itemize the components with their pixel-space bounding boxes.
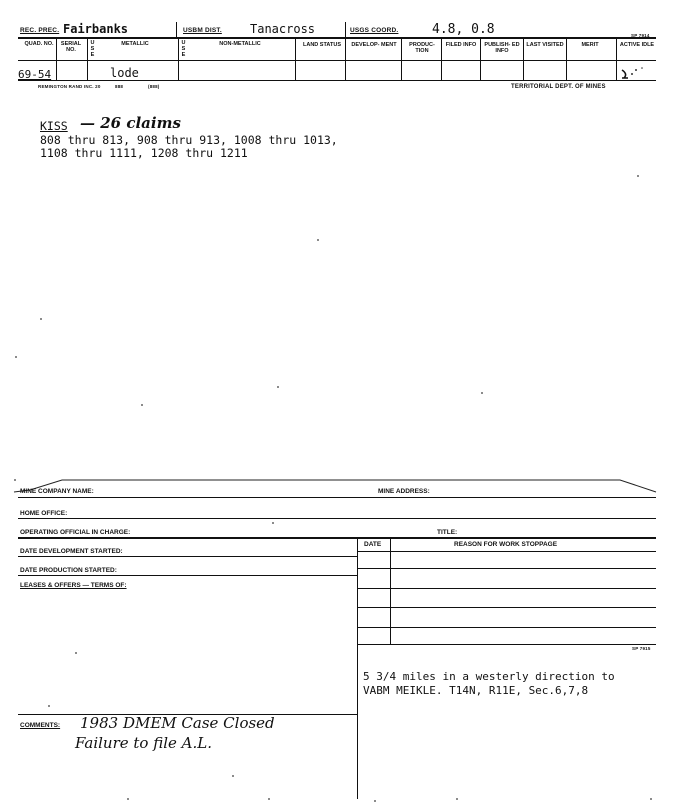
printer-code-2: (888) — [148, 84, 160, 89]
printer-code-1: 888 — [115, 84, 124, 89]
date-development-label: DATE DEVELOPMENT STARTED: — [20, 548, 123, 555]
col-metallic: METALLIC — [121, 41, 149, 47]
operating-official-label: OPERATING OFFICIAL IN CHARGE: — [20, 529, 131, 536]
col-nonmetallic: NON-METALLIC — [219, 41, 261, 47]
home-office-label: HOME OFFICE: — [20, 510, 68, 517]
col-merit: MERIT — [581, 42, 599, 48]
col-last-visited: LAST VISITED — [526, 42, 564, 48]
col-filed-info: FILED INFO — [445, 42, 477, 48]
col-quad-no: QUAD. NO. — [24, 41, 54, 47]
claim-count-handwritten: — 26 claims — [80, 114, 181, 132]
usgs-coord-label: USGS COORD. — [350, 27, 399, 34]
date-production-label: DATE PRODUCTION STARTED: — [20, 567, 117, 574]
col-development: DEVELOP- MENT — [351, 42, 397, 48]
usbm-dist-label: USBM DIST. — [183, 27, 222, 34]
leases-label: LEASES & OFFERS — TERMS OF: — [20, 582, 127, 589]
col-published-info: PUBLISH- ED INFO — [484, 42, 520, 54]
use-letters-2: U S E — [181, 40, 186, 58]
comments-handwritten-2: Failure to file A.L. — [75, 734, 213, 752]
form-number-bottom: SP 7915 — [632, 646, 651, 651]
col-production: PRODUC- TION — [409, 42, 435, 54]
location-line-1: 5 3/4 miles in a westerly direction to — [363, 670, 615, 683]
col-land-status: LAND STATUS — [303, 42, 341, 48]
comments-label: COMMENTS: — [20, 722, 61, 729]
form-number-top: SP 7914 — [631, 33, 650, 38]
top-border — [10, 476, 660, 496]
claim-title: KISS — [40, 119, 68, 133]
title-label: TITLE: — [437, 529, 458, 536]
col-active-idle: ACTIVE IDLE — [619, 42, 655, 48]
location-line-2: VABM MEIKLE. T14N, R11E, Sec.6,7,8 — [363, 684, 589, 697]
check-mark-icon — [618, 60, 658, 82]
mine-address-label: MINE ADDRESS: — [378, 488, 430, 495]
quad-value: 69-54 — [18, 68, 52, 81]
date-label: DATE — [364, 541, 382, 548]
usgs-coord-value: 4.8, 0.8 — [432, 22, 495, 37]
use-letters-1: U S E — [90, 40, 95, 58]
comments-handwritten-1: 1983 DMEM Case Closed — [80, 714, 275, 732]
col-serial-no: SERIAL NO. — [60, 41, 82, 53]
territorial-dept: TERRITORIAL DEPT. OF MINES — [511, 84, 606, 90]
rec-prec-label: REC. PREC. — [20, 27, 60, 34]
claim-line-2: 1108 thru 1111, 1208 thru 1211 — [40, 146, 248, 160]
printer-imprint: REMINGTON RAND INC. 20 — [38, 84, 101, 89]
mine-company-name-label: MINE COMPANY NAME: — [20, 488, 94, 495]
metallic-value: lode — [110, 66, 139, 80]
reason-label: REASON FOR WORK STOPPAGE — [454, 541, 558, 548]
claim-line-1: 808 thru 813, 908 thru 913, 1008 thru 1013, — [40, 133, 338, 147]
usbm-dist-value: Tanacross — [250, 22, 316, 36]
rec-prec-value: Fairbanks — [63, 22, 129, 36]
